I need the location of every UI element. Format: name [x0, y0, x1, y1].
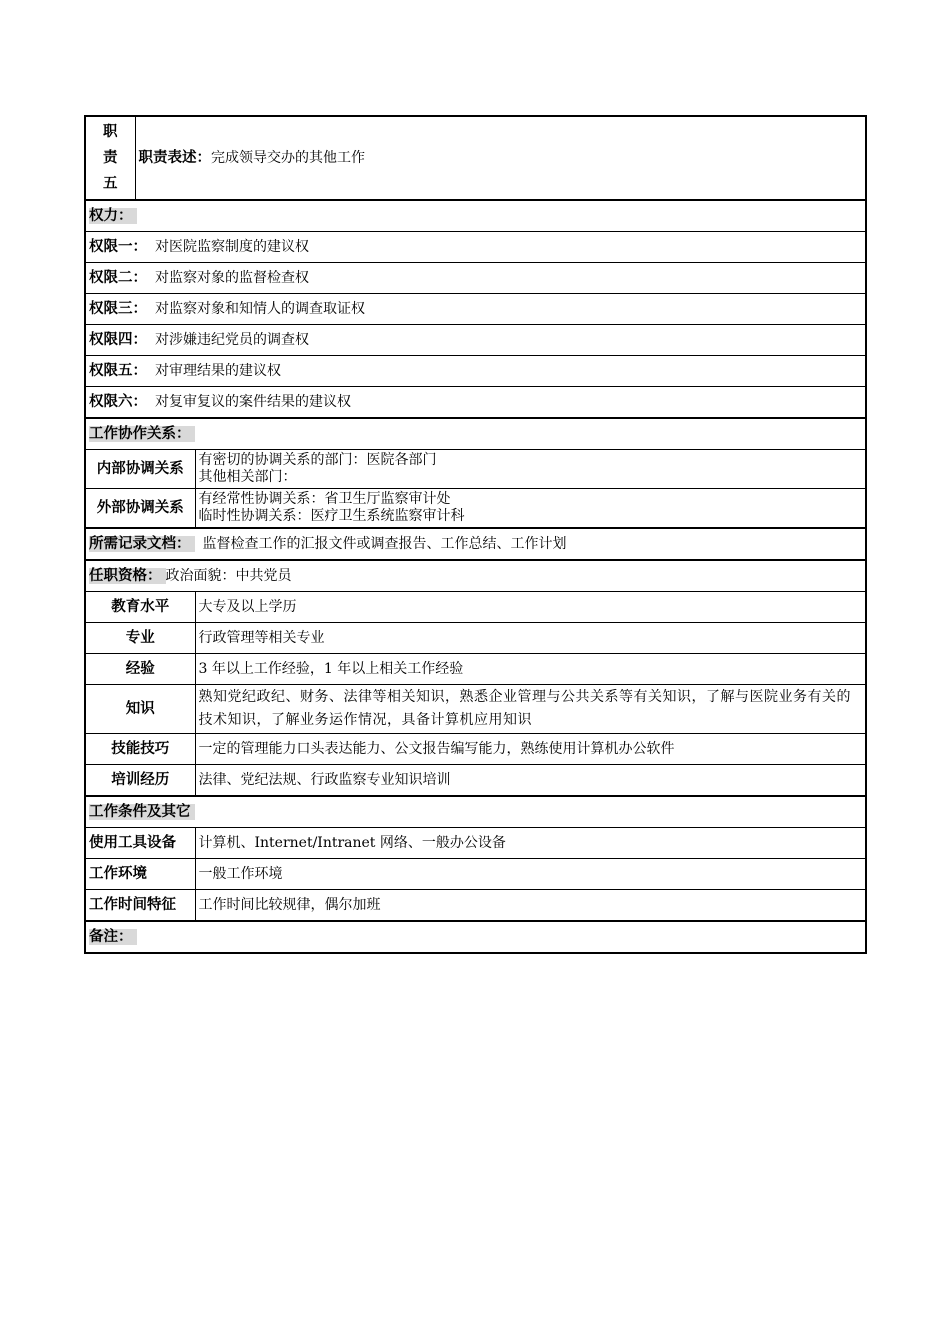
remarks-row	[85, 921, 866, 953]
condition-row: 使用工具设备 计算机、Internet/Intranet 网络、一般办公设备	[85, 828, 866, 859]
qualifications-header-row	[85, 560, 866, 592]
powers-title-cell	[85, 200, 866, 232]
conditions-title: 工作条件及其它	[89, 804, 195, 820]
external-relations-label: 外部协调关系	[85, 489, 195, 529]
qualification-row: 知识 熟知党纪政纪、财务、法律等相关知识，熟悉企业管理与公共关系等有关知识，了解与医院业务有关的技术知识，了解业务运作情况，具备计算机应用知识	[85, 685, 866, 734]
conditions-header-row	[85, 796, 866, 828]
powers-header-row	[85, 200, 866, 232]
qualification-row: 经验 3 年以上工作经验，1 年以上相关工作经验	[85, 654, 866, 685]
condition-row: 工作时间特征 工作时间比较规律，偶尔加班	[85, 890, 866, 922]
relations-title: 工作协作关系：	[89, 426, 195, 442]
records-label: 所需记录文档：	[89, 536, 195, 552]
qualification-row: 培训经历 法律、党纪法规、行政监察专业知识培训	[85, 765, 866, 797]
qualification-row: 专业 行政管理等相关专业	[85, 623, 866, 654]
duty-five-description	[135, 116, 866, 200]
records-row	[85, 528, 866, 560]
duty-desc-text: 完成领导交办的其他工作	[211, 150, 365, 166]
external-relations-text: 有经常性协调关系：省卫生厅监察审计处 临时性协调关系：医疗卫生系统监察审计科	[195, 489, 866, 529]
internal-relations-row	[85, 450, 866, 489]
relations-header-row	[85, 418, 866, 450]
internal-relations-text: 有密切的协调关系的部门：医院各部门 其他相关部门：	[195, 450, 866, 489]
remarks-label: 备注：	[89, 929, 137, 945]
power-row: 权限六： 对复审复议的案件结果的建议权	[85, 387, 866, 419]
job-description-table	[84, 115, 867, 954]
duty-five-label: 职 责 五	[85, 116, 135, 200]
qualifications-label: 任职资格：	[89, 568, 166, 584]
job-description-table-container	[84, 115, 865, 954]
power-row: 权限二： 对监察对象的监督检查权	[85, 263, 866, 294]
external-relations-row	[85, 489, 866, 529]
condition-row: 工作环境 一般工作环境	[85, 859, 866, 890]
power-row: 权限三： 对监察对象和知情人的调查取证权	[85, 294, 866, 325]
qualification-row: 教育水平 大专及以上学历	[85, 592, 866, 623]
power-row: 权限五： 对审理结果的建议权	[85, 356, 866, 387]
powers-title: 权力：	[89, 208, 137, 224]
duty-five-row	[85, 116, 866, 200]
qualification-row: 技能技巧 一定的管理能力口头表达能力、公文报告编写能力，熟练使用计算机办公软件	[85, 734, 866, 765]
records-text: 监督检查工作的汇报文件或调查报告、工作总结、工作计划	[202, 536, 567, 552]
qualifications-text: 政治面貌：中共党员	[165, 568, 292, 584]
power-row: 权限一： 对医院监察制度的建议权	[85, 232, 866, 263]
power-row: 权限四： 对涉嫌违纪党员的调查权	[85, 325, 866, 356]
internal-relations-label: 内部协调关系	[85, 450, 195, 489]
duty-desc-label: 职责表述：	[138, 150, 211, 166]
